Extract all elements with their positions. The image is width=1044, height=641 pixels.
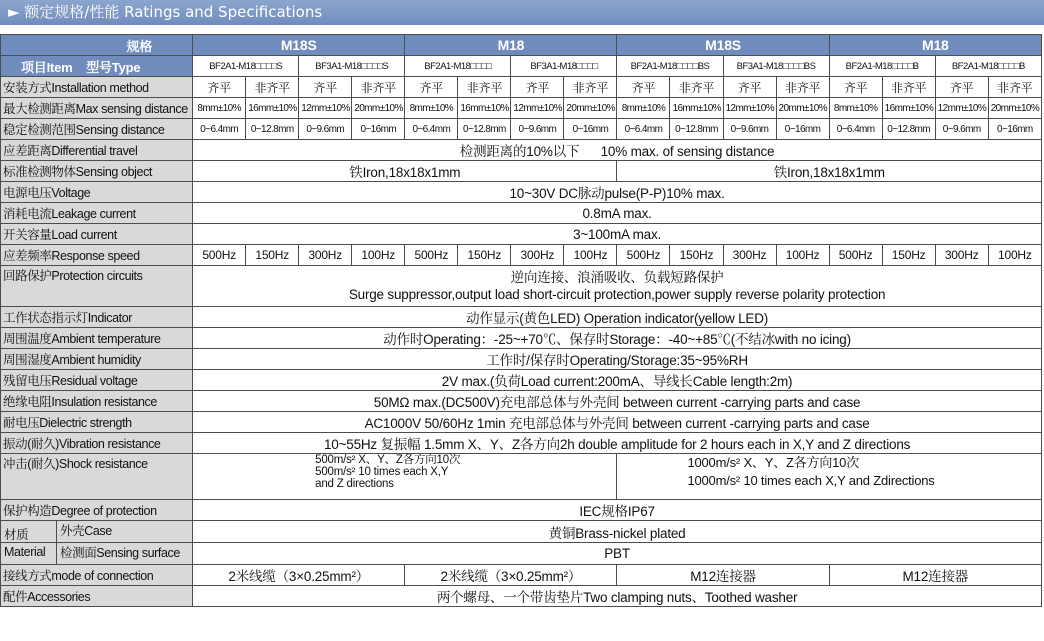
value-cell: 黄铜Brass-nickel plated [193, 521, 1042, 543]
value-cell: 16mm±10% [458, 98, 511, 119]
value-cell: 非齐平 [988, 77, 1041, 98]
value-cell: M12连接器 [617, 565, 829, 586]
value-cell: 0~6.4mm [405, 119, 458, 140]
row-label: 安装方式Installation method [1, 77, 193, 98]
header-row-models [1, 56, 1042, 77]
value-cell: 300Hz [299, 245, 352, 266]
value-cell: 0~9.6mm [299, 119, 352, 140]
model-cell: BF2A1-M18□□□□BS [617, 56, 723, 77]
value-cell: 齐平 [829, 77, 882, 98]
value-cell: 工作时/保存时Operating/Storage:35~95%RH [193, 349, 1042, 370]
value-cell: 动作显示(黄色LED) Operation indicator(yellow LED) [193, 307, 1042, 328]
header-row-groups [1, 35, 1042, 56]
value-cell [193, 454, 617, 500]
value-cell: 100Hz [564, 245, 617, 266]
value-cell: 100Hz [988, 245, 1041, 266]
value-cell: 12mm±10% [511, 98, 564, 119]
row-label: 保护构造Degree of protection [1, 500, 193, 521]
surface-label: 检测面Sensing surface [60, 546, 180, 560]
value-cell: 检测距离的10%以下 10% max. of sensing distance [193, 140, 1042, 161]
value-cell [617, 454, 1042, 500]
material-label-top: 材质 [1, 521, 57, 542]
corner-type-label: 型号Type [86, 59, 141, 75]
model-cell: BF3A1-M18□□□□S [299, 56, 405, 77]
value-cell: 150Hz [246, 245, 299, 266]
value-cell: AC1000V 50/60Hz 1min 充电部总体与外壳间 between current -carrying parts and case [193, 412, 1042, 433]
row-indicator [1, 307, 1042, 328]
value-cell: 300Hz [511, 245, 564, 266]
material-label-bottom: Material [1, 543, 57, 564]
value-cell: 2V max.(负荷Load current:200mA、导线长Cable length:2m) [193, 370, 1042, 391]
value-cell: 300Hz [935, 245, 988, 266]
value-cell: 500Hz [829, 245, 882, 266]
model-cell: BF2A1-M18□□□□ [405, 56, 511, 77]
corner-item-label: 项目Item [21, 59, 73, 75]
row-sensing-object [1, 161, 1042, 182]
row-humidity [1, 349, 1042, 370]
value-cell: 20mm±10% [564, 98, 617, 119]
value-cell: 齐平 [617, 77, 670, 98]
value-cell: 50MΩ max.(DC500V)充电部总体与外壳间 between current -carrying parts and case [193, 391, 1042, 412]
value-cell: 150Hz [670, 245, 723, 266]
value-cell: M12连接器 [829, 565, 1041, 586]
row-vibration [1, 433, 1042, 454]
value-cell: 0~12.8mm [246, 119, 299, 140]
section-banner: ► 额定规格/性能 Ratings and Specifications [0, 0, 1044, 25]
value-cell: 0~6.4mm [617, 119, 670, 140]
row-leakage [1, 203, 1042, 224]
value-cell: 8mm±10% [617, 98, 670, 119]
protection-line-2: Surge suppressor,output load short-circuit protection,power supply reverse polarity protection [348, 287, 886, 302]
value-cell: 500Hz [193, 245, 246, 266]
value-cell: 300Hz [723, 245, 776, 266]
row-label: 冲击(耐久)Shock resistance [1, 454, 193, 500]
row-protection [1, 266, 1042, 307]
value-cell: 铁Iron,18x18x1mm [193, 161, 617, 182]
row-material-case [1, 521, 1042, 543]
value-cell: 150Hz [458, 245, 511, 266]
value-cell: 齐平 [511, 77, 564, 98]
group-header: M18S [617, 35, 829, 56]
corner-item-type [1, 56, 193, 77]
value-cell: 齐平 [193, 77, 246, 98]
value-cell: 非齐平 [352, 77, 405, 98]
row-label: 周围湿度Ambient humidity [1, 349, 193, 370]
group-header: M18 [405, 35, 617, 56]
value-cell: 0~12.8mm [458, 119, 511, 140]
value-cell: 16mm±10% [246, 98, 299, 119]
value-cell: 16mm±10% [670, 98, 723, 119]
value-cell: 0~6.4mm [193, 119, 246, 140]
value-cell: 100Hz [776, 245, 829, 266]
case-label: 外壳Case [60, 524, 112, 538]
row-label: 振动(耐久)Vibration resistance [1, 433, 193, 454]
row-label: 开关容量Load current [1, 224, 193, 245]
row-label: 回路保护Protection circuits [1, 266, 193, 307]
row-insulation [1, 391, 1042, 412]
row-label: 标准检测物体Sensing object [1, 161, 193, 182]
value-cell: 0~16mm [564, 119, 617, 140]
value-cell: 非齐平 [776, 77, 829, 98]
model-cell: BF2A1-M18□□□□B [935, 56, 1041, 77]
value-cell: 0~16mm [988, 119, 1041, 140]
value-cell: 0~12.8mm [670, 119, 723, 140]
corner-spec-label: 规格 [1, 35, 193, 56]
row-material-surface [1, 543, 1042, 565]
value-cell: 3~100mA max. [193, 224, 1042, 245]
value-cell: 0~12.8mm [882, 119, 935, 140]
row-label: 应差距离Differential travel [1, 140, 193, 161]
value-cell: 0.8mA max. [193, 203, 1042, 224]
row-label: 稳定检测范围Sensing distance [1, 119, 193, 140]
row-voltage [1, 182, 1042, 203]
row-residual [1, 370, 1042, 391]
value-cell: 500Hz [405, 245, 458, 266]
value-cell: 齐平 [935, 77, 988, 98]
material-label-group [1, 521, 193, 543]
value-cell: 100Hz [352, 245, 405, 266]
value-cell: 20mm±10% [988, 98, 1041, 119]
protection-line-1: 逆向连接、浪涌吸收、负载短路保护 [510, 270, 724, 285]
value-cell: 齐平 [723, 77, 776, 98]
row-temperature [1, 328, 1042, 349]
row-label: 配件Accessories [1, 586, 193, 607]
row-connection [1, 565, 1042, 586]
value-cell: 动作时Operating：-25~+70℃、保存时Storage：-40~+85℃(不结冰with no icing) [193, 328, 1042, 349]
value-cell: 0~6.4mm [829, 119, 882, 140]
value-cell: 非齐平 [882, 77, 935, 98]
value-cell: 0~9.6mm [511, 119, 564, 140]
value-cell: 非齐平 [246, 77, 299, 98]
model-cell: BF2A1-M18□□□□B [829, 56, 935, 77]
row-label: 最大检测距离Max sensing distance [1, 98, 193, 119]
shock-left-line-2: 500m/s² 10 times each X,Y [315, 466, 449, 478]
value-cell: 2米线缆（3×0.25mm²） [193, 565, 405, 586]
row-label: 接线方式mode of connection [1, 565, 193, 586]
value-cell [193, 266, 1042, 307]
value-cell: 10~55Hz 复振幅 1.5mm X、Y、Z各方向2h double amplitude for 2 hours each in X,Y and Z directions [193, 433, 1042, 454]
row-shock [1, 454, 1042, 500]
row-max-distance [1, 98, 1042, 119]
value-cell: 8mm±10% [405, 98, 458, 119]
row-response [1, 245, 1042, 266]
value-cell: 10~30V DC脉动pulse(P-P)10% max. [193, 182, 1042, 203]
value-cell: 20mm±10% [776, 98, 829, 119]
row-label: 电源电压Voltage [1, 182, 193, 203]
model-cell: BF3A1-M18□□□□ [511, 56, 617, 77]
row-stable-distance [1, 119, 1042, 140]
group-header: M18 [829, 35, 1041, 56]
row-load-current [1, 224, 1042, 245]
group-header: M18S [193, 35, 405, 56]
value-cell: 0~9.6mm [723, 119, 776, 140]
model-cell: BF3A1-M18□□□□BS [723, 56, 829, 77]
value-cell: 0~9.6mm [935, 119, 988, 140]
value-cell: 12mm±10% [299, 98, 352, 119]
value-cell: 非齐平 [670, 77, 723, 98]
row-label: 消耗电流Leakage current [1, 203, 193, 224]
row-dielectric [1, 412, 1042, 433]
row-label: 绝缘电阻Insulation resistance [1, 391, 193, 412]
value-cell: PBT [193, 543, 1042, 565]
value-cell: 20mm±10% [352, 98, 405, 119]
value-cell: 0~16mm [352, 119, 405, 140]
value-cell: 2米线缆（3×0.25mm²） [405, 565, 617, 586]
value-cell: 两个螺母、一个带齿垫片Two clamping nuts、Toothed washer [193, 586, 1042, 607]
row-degree [1, 500, 1042, 521]
material-label-group [1, 543, 193, 565]
spec-table [0, 34, 1042, 607]
value-cell: 12mm±10% [723, 98, 776, 119]
value-cell: 齐平 [299, 77, 352, 98]
value-cell: IEC规格IP67 [193, 500, 1042, 521]
shock-left-line-3: and Z directions [315, 478, 394, 490]
shock-left-line-1: 500m/s² X、Y、Z各方向10次 [315, 454, 461, 466]
value-cell: 非齐平 [458, 77, 511, 98]
shock-right-line-2: 1000m/s² 10 times each X,Y and Zdirections [687, 473, 935, 488]
row-differential [1, 140, 1042, 161]
row-label: 耐电压Dielectric strength [1, 412, 193, 433]
value-cell: 500Hz [617, 245, 670, 266]
value-cell: 16mm±10% [882, 98, 935, 119]
row-install [1, 77, 1042, 98]
value-cell: 齐平 [405, 77, 458, 98]
value-cell: 8mm±10% [193, 98, 246, 119]
value-cell: 0~16mm [776, 119, 829, 140]
row-accessories [1, 586, 1042, 607]
row-label: 工作状态指示灯Indicator [1, 307, 193, 328]
row-label: 周围温度Ambient temperature [1, 328, 193, 349]
row-label: 应差频率Response speed [1, 245, 193, 266]
value-cell: 非齐平 [564, 77, 617, 98]
row-label: 残留电压Residual voltage [1, 370, 193, 391]
value-cell: 12mm±10% [935, 98, 988, 119]
value-cell: 铁Iron,18x18x1mm [617, 161, 1042, 182]
value-cell: 150Hz [882, 245, 935, 266]
shock-right-line-1: 1000m/s² X、Y、Z各方向10次 [687, 455, 859, 470]
model-cell: BF2A1-M18□□□□S [193, 56, 299, 77]
value-cell: 8mm±10% [829, 98, 882, 119]
